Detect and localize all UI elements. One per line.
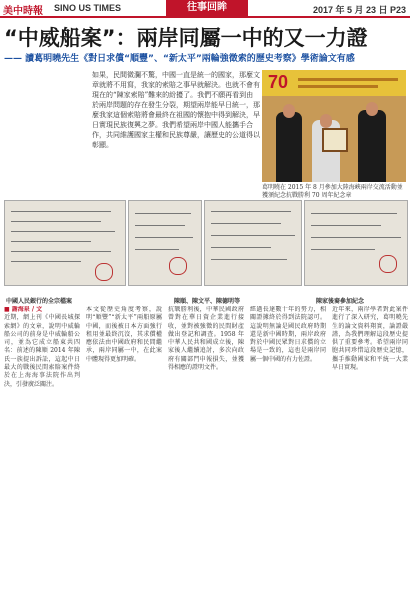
article-body [4, 306, 408, 588]
document-caption-left: 中國人民銀行的全宗檔案 [6, 298, 73, 305]
person-figure [358, 110, 386, 182]
article-subheadline: —— 讀葛明曉先生《對日求償“順豐”、“新太平”兩輪強徵索的歷史考察》學術論文有感 [4, 54, 355, 64]
newspaper-logo: 美中時報 [3, 6, 43, 17]
person-figure [276, 112, 302, 182]
certificate-frame [322, 128, 348, 152]
text-column [86, 306, 162, 588]
column-text: 經過長達數十年的努力，相關證據終於得到法院認可。這說明無論是國民政府時期還是新中國時期，兩岸政府對於中國民眾對日求償的立場是一致的，這也是兩岸同屬一個中國的有力佐證。 [250, 306, 326, 363]
intro-paragraph: 如果，民間微瀾不驚，中國一直是統一的國家，那麼文章就將不用寫，我家的索賠之事早就解決。也就不會有現在的“陳家索賠”難來的紛擾了。我們不願再看到由於兩岸問題的存在發生分裂，期望兩岸能早日統一，那麼我家這個索賠將會最終在祖國的懷抱中得到解決，早日實現民族復興之夢。我們希望兩岸中國人能攜手合作，共同維護國家主權和民族尊嚴，讓歷史的公道得以彰顯。 [92, 71, 260, 149]
column-text: 抗戰勝利後，中華民國政府曾對在華日資企業進行接收，並對被強徵的民間財產做出登記和調查。1958 年中華人民共和國成立後，陳家後人繼續追討，多次向政府有關部門申報損失，並獲得相應的證明文件。 [168, 306, 244, 372]
commemoration-banner [262, 70, 406, 96]
text-column [4, 306, 80, 588]
historical-documents [4, 200, 406, 292]
photo-caption: 葛明曉在 2015 年 8 月參加大陸海峽兩岸交流活動並獲頒紀念抗戰勝利 70 周年紀念章 [262, 184, 403, 199]
column-text: 近期，網上刊《中國長城探索網》的文章，說明中威輪船公司的前身是中威輪船公司，並為它成立船東共四名：前述的陳順 2014 年陳氏一族提出訴訟，這起中日最大的戰後民間索賠案件終於在上海海事法院作出判決，引發廣泛關注。 [4, 314, 80, 388]
column-text: 本文從歷史角度考察，說明“順豐”“新太平”兩船原屬中國，而後被日本方面強行租用並最終沉沒，其求償權應依法由中國政府和民間繼承，兩岸同屬一中，在此案中體現得更加明確。 [86, 306, 162, 363]
text-column [332, 306, 408, 588]
article-headline: “中威船案”：兩岸同屬一中的又一力證 [4, 26, 368, 50]
text-column [250, 306, 326, 588]
archive-document-image [4, 200, 126, 286]
masthead [0, 0, 410, 18]
archive-document-image [304, 200, 408, 286]
archive-document-image [204, 200, 302, 286]
award-ceremony-photo [262, 70, 406, 182]
archive-document-image [128, 200, 202, 286]
column-text: 近年來，兩岸學者對此案件進行了深入研究，葛明曉先生的論文資料翔實，論證嚴謹，為我們理解這段歷史提供了重要參考。希望兩岸同胞共同珍惜這段歷史記憶，攜手推動國家和平統一大業早日實現。 [332, 306, 408, 372]
issue-date: 2017 年 5 月 23 日 P23 [312, 5, 406, 15]
newspaper-name: SINO US TIMES [54, 3, 122, 13]
author-byline: ■ 謝海泉 / 文 [4, 306, 43, 313]
banner-number: 70 [268, 72, 289, 92]
document-caption-right: 陳家後裔參加紀念 [316, 298, 365, 305]
section-label: 往事回眸 [166, 0, 248, 16]
document-caption-center: 陳順、陳文平、陳德明等 [174, 298, 241, 305]
text-column [168, 306, 244, 588]
